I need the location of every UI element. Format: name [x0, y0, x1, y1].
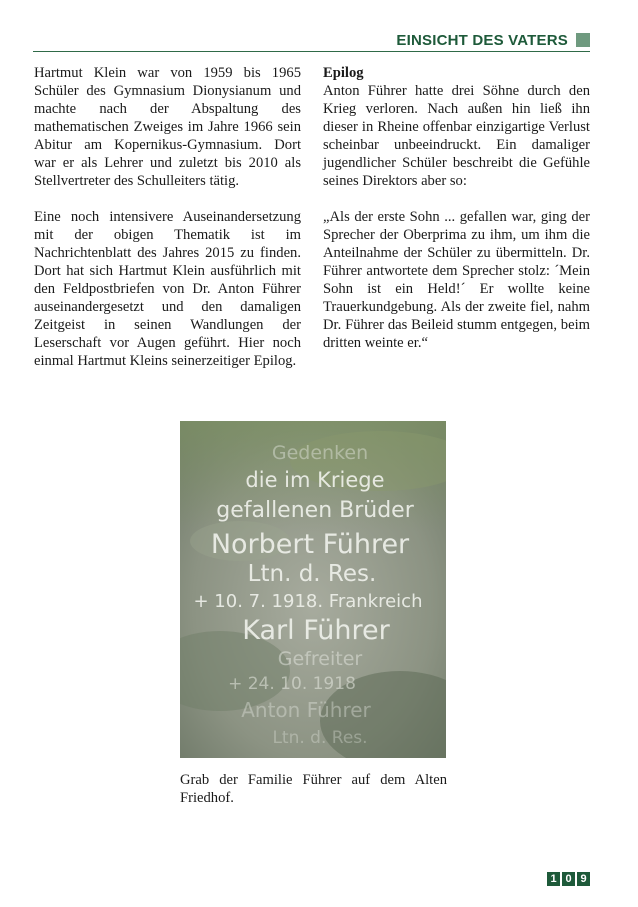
inscription-line: Karl Führer [242, 615, 390, 646]
inscription-line: gefallenen Brüder [216, 498, 414, 523]
section-title: EINSICHT DES VATERS [396, 32, 568, 49]
inscription-line: Gefreiter [277, 648, 363, 670]
gravestone-photo [180, 421, 446, 758]
inscription-line: + 10. 7. 1918. Frankreich [193, 591, 423, 612]
inscription-line: + 24. 10. 1918 [228, 674, 356, 694]
inscription-line: Ltn. d. Res. [247, 561, 377, 587]
inscription-line: Norbert Führer [210, 529, 410, 560]
right-column [323, 64, 590, 352]
header-square-marker [576, 33, 590, 47]
epilog-heading: Epilog [323, 65, 364, 81]
inscription-line: die im Kriege [245, 468, 385, 492]
header-rule [33, 51, 590, 52]
page-number [547, 872, 590, 886]
body-paragraph: Hartmut Klein war von 1959 bis 1965 Schüler des Gymnasium Dionysianum und machte nach der Abspaltung des mathematischen Zweiges im Jahre 1966 sein Abitur am Kopernikus-Gymnasium. Dort war er als Lehrer und zuletzt bis 2010 als Stellvertreter des Schulleiters tätig. [34, 65, 301, 189]
gravestone-image [180, 421, 446, 758]
inscription-line: Ltn. d. Res. [272, 728, 368, 748]
inscription-line: Anton Führer [241, 698, 371, 722]
body-paragraph: Eine noch intensivere Auseinandersetzung mit der obigen Thematik ist im Nachrichtenblatt des Jahres 2015 zu finden. Dort hat sich Hartmut Klein ausführlich mit den Feldpostbriefen von Dr. Anton Führer auseinandergesetzt und den damaligen Zeitgeist in seinen Wandlungen der Leserschaft vor Augen geführt. Hier noch einmal Hartmut Kleins seinerzeitiger Epilog. [34, 209, 301, 369]
body-paragraph: Anton Führer hatte drei Söhne durch den Krieg verloren. Nach außen hin ließ ihn dieser in Rheine offenbar einzigartige Verlust scheinbar unbeeindruckt. Ein damaliger jugendlicher Schüler beschreibt die Gefühle seines Direktors aber so: [323, 83, 590, 189]
left-column [34, 64, 301, 370]
photo-caption: Grab der Familie Führer auf dem Alten Friedhof. [180, 772, 447, 806]
quote-paragraph: „Als der erste Sohn ... gefallen war, ging der Sprecher der Oberprima zu ihm, um ihm die Anteilnahme der Schüler zu übermitteln. Dr. Führer antwortete dem Sprecher stolz: ´Mein Sohn ist ein Held!´ Er wollte keine Trauerkundgebung. Als der zweite fiel, nahm Dr. Führer das Beileid stumm entgegen, beim dritten weinte er.“ [323, 209, 590, 351]
page-number-digit: 1 [547, 872, 560, 886]
page-number-digit: 9 [577, 872, 590, 886]
page-number-digit: 0 [562, 872, 575, 886]
page-header [33, 30, 590, 52]
inscription-line: Gedenken [271, 442, 369, 464]
